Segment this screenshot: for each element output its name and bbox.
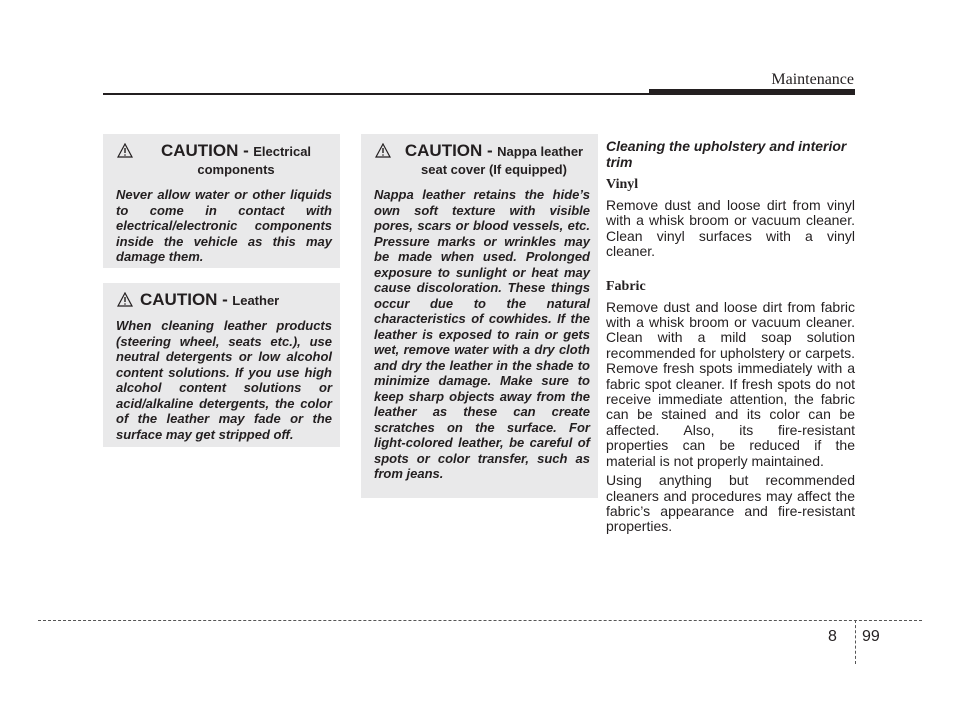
caution-label: CAUTION - [404, 141, 493, 160]
caution-nappa-box [361, 134, 598, 498]
footer-rule [38, 620, 922, 621]
fabric-heading: Fabric [606, 278, 646, 294]
page-number: 99 [862, 628, 880, 645]
caution-subject-line2: components [197, 162, 275, 177]
cleaning-section [606, 138, 855, 535]
caution-subject: Nappa leather [497, 144, 584, 159]
caution-leather-box [103, 283, 340, 447]
vinyl-text: Remove dust and loose dirt from vinyl with a whisk broom or vacuum cleaner. Clean vinyl surfaces with a vinyl cleaner. [606, 197, 855, 260]
caution-text: Never allow water or other liquids to come in contact with electrical/electronic components inside the vehicle as this may damage them. [116, 187, 332, 264]
section-title: Maintenance [771, 71, 854, 88]
warning-triangle-icon [375, 143, 391, 158]
caution-heading [374, 142, 590, 179]
header-rule-accent [649, 89, 855, 95]
footer-divider [855, 620, 856, 664]
fabric-text-2: Using anything but recommended cleaners and procedures may affect the fabric’s appearance and fire-resistant properties. [606, 472, 855, 535]
vinyl-heading: Vinyl [606, 177, 639, 192]
chapter-number: 8 [828, 628, 837, 645]
caution-subject-line2: seat cover (If equipped) [421, 162, 567, 177]
caution-heading [116, 142, 332, 179]
caution-label: CAUTION - [160, 141, 249, 160]
cleaning-title: Cleaning the upholstery and interior trim [606, 138, 847, 170]
fabric-text: Remove dust and loose dirt from fabric with a whisk broom or vacuum cleaner. Clean with a mild soap solution recommended for upholstery or carpets. Remove fresh spots immediately with a fabric spot cleaner. If fresh spots do not receive immediate attention, the fabric can be stained and its color can be affected. Also, its fire-resistant properties can be reduced if the material is not properly maintained. [606, 298, 855, 469]
caution-subject: Leather [232, 293, 280, 308]
caution-label: CAUTION - [140, 290, 228, 309]
warning-triangle-icon [117, 143, 133, 158]
caution-text: Nappa leather retains the hide’s own soft texture with visible pores, scars or blood vessels, etc. Pressure marks or wrinkles may be made when used. Prolonged exposure to sunlight or heat may cause discoloration. These things occur due to the natural characteristics of cowhides. If the leather is exposed to rain or gets wet, remove water with a dry cloth and dry the leather in the shade to minimize damage. Make sure to keep sharp objects away from the leather as these can create scratches on the surface. For light-colored leather, be careful of spots or color transfer, such as from jeans. [374, 187, 590, 481]
caution-electrical-box [103, 134, 340, 268]
caution-heading [116, 291, 332, 310]
caution-text: When cleaning leather products (steering wheel, seats etc.), use neutral detergents or low alcohol content solutions. If you use high alcohol content solutions or acid/alkaline detergents, the color of the leather may fade or the surface may get stripped off. [116, 318, 332, 442]
warning-triangle-icon [117, 292, 133, 307]
caution-subject: Electrical [253, 144, 312, 159]
